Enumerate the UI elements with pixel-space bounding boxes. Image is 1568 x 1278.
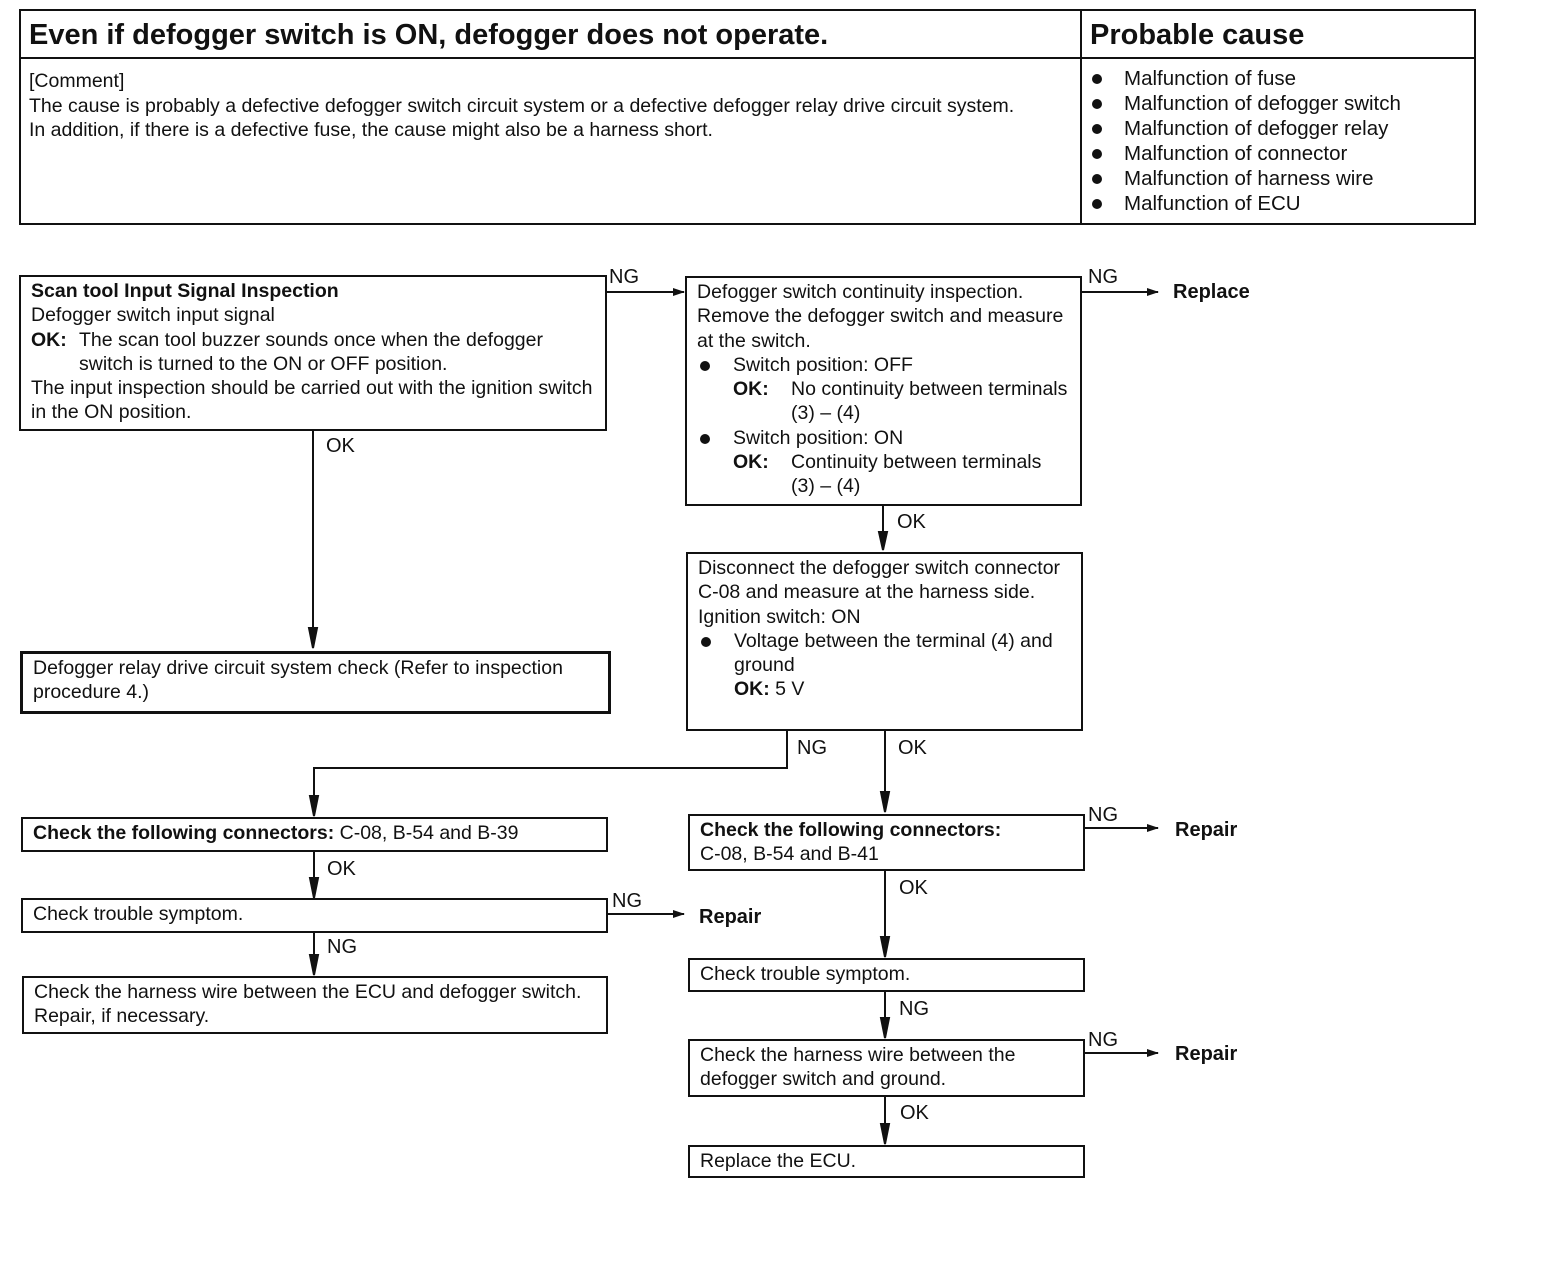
result-repair: Repair — [1175, 1043, 1238, 1065]
ng-label: NG — [797, 737, 827, 759]
replace-ecu-text: Replace the ECU. — [700, 1150, 857, 1172]
ok-key: OK: — [31, 328, 67, 351]
continuity-line: Remove the defogger switch and measure at the switch. — [697, 305, 1064, 352]
ok-label: OK — [899, 877, 928, 899]
ng-label: NG — [899, 998, 929, 1020]
ignition-line: Ignition switch: ON — [698, 605, 861, 628]
connectors-label: Check the following connectors: — [33, 822, 335, 844]
ng-label: NG — [327, 936, 357, 958]
ok-key: OK: — [733, 451, 769, 474]
connectors-check-right-box — [688, 814, 1085, 871]
trouble-symptom-text: Check trouble symptom. — [700, 963, 911, 985]
connectors-label: Check the following connectors: — [700, 819, 1002, 841]
harness-check-text: Check the harness wire between the defogger switch and ground. — [700, 1044, 1016, 1091]
ok-text: No continuity between terminals (3) – (4) — [791, 378, 1068, 425]
trouble-symptom-text: Check trouble symptom. — [33, 903, 244, 925]
ok-label: OK — [898, 737, 927, 759]
comment-line: In addition, if there is a defective fuse, the cause might also be a harness short. — [29, 119, 713, 141]
cause-item: Malfunction of connector — [1090, 141, 1466, 166]
harness-check-left-box — [22, 976, 608, 1034]
ng-label: NG — [609, 266, 639, 288]
switch-on-bullet: Switch position: ON — [697, 426, 1070, 450]
ok-key: OK: — [733, 378, 769, 401]
ok-label: OK — [326, 435, 355, 457]
connectors-check-left-box — [21, 817, 608, 852]
trouble-symptom-left-box — [21, 898, 608, 933]
trouble-symptom-right-box — [688, 958, 1085, 992]
cause-item: Malfunction of defogger switch — [1090, 91, 1466, 116]
comment-line: The cause is probably a defective defogger switch circuit system or a defective defogger relay drive circuit system. — [29, 94, 1015, 117]
cause-item: Malfunction of fuse — [1090, 66, 1466, 91]
cause-item: Malfunction of harness wire — [1090, 166, 1466, 191]
cause-item: Malfunction of defogger relay — [1090, 116, 1466, 141]
replace-ecu-box — [688, 1145, 1085, 1178]
ng-label: NG — [1088, 1029, 1118, 1051]
ng-label: NG — [612, 890, 642, 912]
relay-circuit-check-box — [20, 651, 611, 714]
disconnect-line: Disconnect the defogger switch connector C-08 and measure at the harness side. — [698, 557, 1061, 604]
connectors-list: C-08, B-54 and B-39 — [339, 822, 519, 844]
ok-label: OK — [897, 511, 926, 533]
disconnect-connector-box — [686, 552, 1083, 731]
continuity-line: Defogger switch continuity inspection. — [697, 281, 1024, 303]
relay-check-text: Defogger relay drive circuit system check (Refer to inspection procedure 4.) — [33, 657, 563, 704]
continuity-inspection-box — [685, 276, 1082, 506]
switch-off-bullet: Switch position: OFF — [697, 353, 1070, 377]
comment-label: [Comment] — [29, 70, 125, 92]
result-repair: Repair — [699, 906, 762, 928]
ok-key: OK: — [734, 678, 770, 701]
result-replace: Replace — [1173, 281, 1250, 303]
probable-cause-heading: Probable cause — [1082, 11, 1474, 59]
ok-label: OK — [327, 858, 356, 880]
scan-tool-inspection-box — [19, 275, 607, 431]
ok-text: The scan tool buzzer sounds once when the defogger switch is turned to the ON or OFF position. — [79, 328, 543, 375]
voltage-bullet: Voltage between the terminal (4) and ground — [698, 629, 1071, 678]
scan-tool-note: The input inspection should be carried out with the ignition switch in the ON position. — [31, 377, 593, 424]
connectors-list: C-08, B-54 and B-41 — [700, 843, 879, 866]
ok-text: Continuity between terminals (3) – (4) — [791, 451, 1042, 498]
harness-check-text: Check the harness wire between the ECU and defogger switch. Repair, if necessary. — [34, 981, 582, 1028]
result-repair: Repair — [1175, 819, 1238, 841]
symptom-title: Even if defogger switch is ON, defogger does not operate. — [21, 11, 1082, 59]
harness-check-right-box — [688, 1039, 1085, 1097]
ok-label: OK — [900, 1102, 929, 1124]
scan-tool-line: Defogger switch input signal — [31, 304, 275, 327]
scan-tool-title: Scan tool Input Signal Inspection — [31, 280, 339, 302]
cause-item: Malfunction of ECU — [1090, 191, 1466, 216]
ng-label: NG — [1088, 804, 1118, 826]
ng-label: NG — [1088, 266, 1118, 288]
ok-text: 5 V — [775, 678, 805, 701]
